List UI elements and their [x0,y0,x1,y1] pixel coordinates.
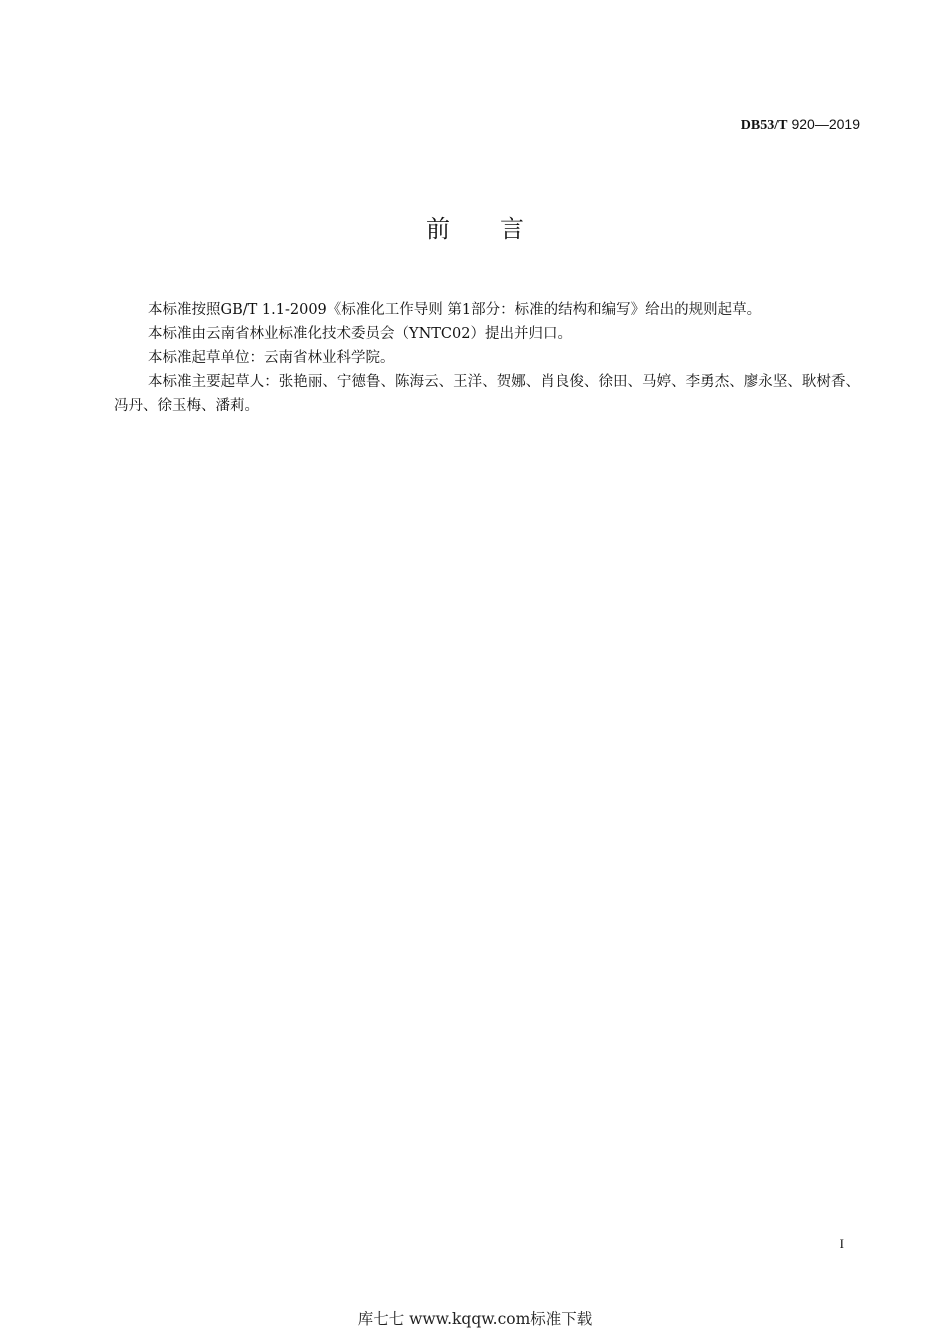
standard-code-prefix: DB53/T [740,118,788,133]
page-number: I [839,1236,844,1251]
standard-code-number: 920—2019 [791,116,860,132]
paragraph-drafters: 本标准主要起草人：张艳丽、宁德鲁、陈海云、王洋、贺娜、肖良俊、徐田、马婷、李勇杰、廖永坚、耿树香、冯丹、徐玉梅、潘莉。 [114,374,860,414]
page-title: 前言 [426,215,574,243]
paragraph-proposer: 本标准由云南省林业标准化技术委员会（YNTC02）提出并归口。 [148,326,572,342]
paragraph-drafting-rules: 本标准按照GB/T 1.1-2009《标准化工作导则 第1部分：标准的结构和编写》给出的规则起草。 [148,302,762,318]
footer-watermark: 库七七 www.kqqw.com标准下载 [357,1310,593,1328]
paragraph-drafting-unit: 本标准起草单位：云南省林业科学院。 [148,350,395,366]
foreword-body [114,298,860,418]
standard-code [741,114,860,136]
